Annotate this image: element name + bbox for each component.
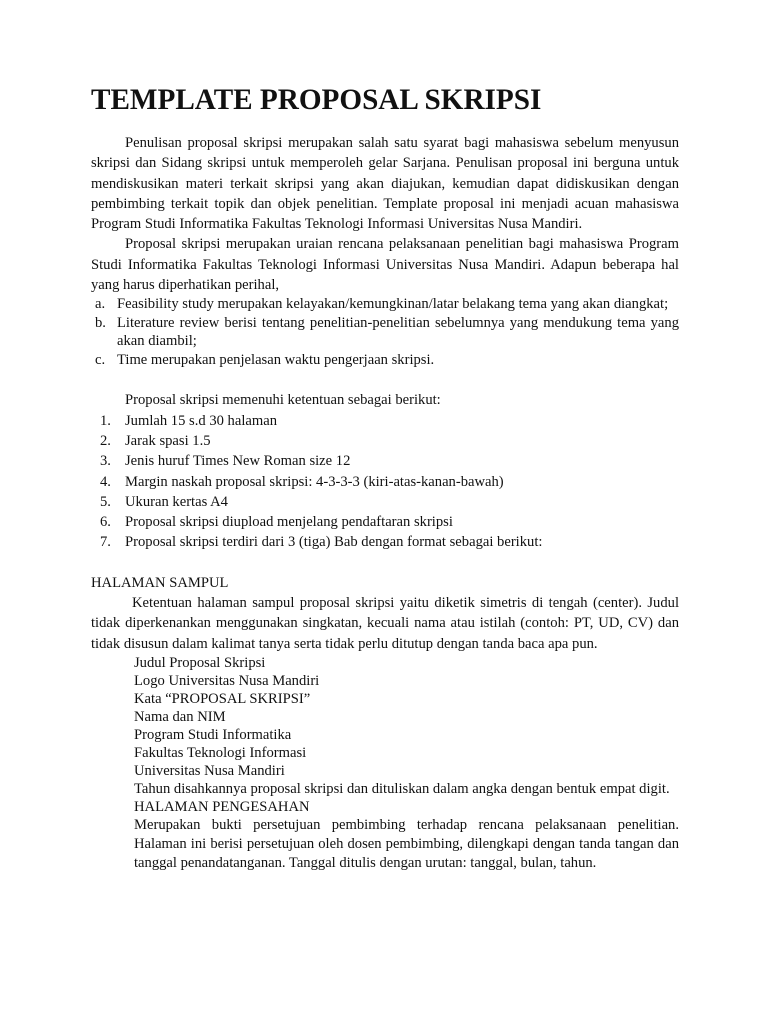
list-item-text: Proposal skripsi terdiri dari 3 (tiga) Bab dengan format sebagai berikut: xyxy=(125,534,543,551)
list-item-text: Proposal skripsi diupload menjelang pendaftaran skripsi xyxy=(125,514,453,531)
list-item-text: Jenis huruf Times New Roman size 12 xyxy=(125,453,351,470)
list-item xyxy=(91,411,679,431)
intro-paragraph-1: Penulisan proposal skripsi merupakan salah satu syarat bagi mahasiswa sebelum menyusun skripsi dan Sidang skripsi untuk memperoleh gelar Sarjana. Penulisan proposal ini berguna untuk mendiskusikan materi terkait skripsi yang akan diajukan, kemudian dapat didiskusikan dengan pembimbing terkait topik dan objek penelitian. Template proposal ini menjadi acuan mahasiswa Program Studi Informatika Fakultas Teknologi Informasi Universitas Nusa Mandiri. xyxy=(91,135,679,233)
cover-contents xyxy=(91,654,679,873)
list-item-text: Jarak spasi 1.5 xyxy=(125,432,211,449)
aspect-list xyxy=(91,295,679,369)
list-marker: 4. xyxy=(100,473,111,490)
list-marker: 1. xyxy=(100,412,111,429)
cover-item: Logo Universitas Nusa Mandiri xyxy=(134,672,320,689)
ketentuan-list xyxy=(91,411,679,553)
list-item-text: Ukuran kertas A4 xyxy=(125,493,228,510)
list-item xyxy=(91,314,679,350)
list-item xyxy=(91,351,679,369)
list-item-text: Jumlah 15 s.d 30 halaman xyxy=(125,412,277,429)
list-item xyxy=(91,532,679,552)
list-item-text: Feasibility study merupakan kelayakan/kemungkinan/latar belakang tema yang akan diangkat; xyxy=(117,296,669,313)
pengesahan-paragraph: Merupakan bukti persetujuan pembimbing terhadap rencana pelaksanaan penelitian. Halaman ini berisi persetujuan oleh dosen pembimbing, dilengkapi dengan tanda tangan dan tanggal penandatanganan. Tanggal ditulis dengan urutan: tanggal, bulan, tahun. xyxy=(134,816,679,871)
list-item xyxy=(91,295,679,313)
list-marker: a. xyxy=(95,296,106,313)
list-marker: 7. xyxy=(100,534,111,551)
list-marker: 2. xyxy=(100,432,111,449)
list-marker: 6. xyxy=(100,514,111,531)
list-item-text: Time merupakan penjelasan waktu pengerjaan skripsi. xyxy=(117,352,435,369)
cover-item: Fakultas Teknologi Informasi xyxy=(134,744,307,761)
list-marker: 3. xyxy=(100,453,111,470)
list-marker: c. xyxy=(95,352,106,369)
cover-item: Judul Proposal Skripsi xyxy=(134,654,266,671)
list-item xyxy=(91,451,679,471)
list-marker: b. xyxy=(95,315,106,332)
cover-item: Kata “PROPOSAL SKRIPSI” xyxy=(134,690,311,707)
cover-item: Universitas Nusa Mandiri xyxy=(134,762,285,779)
section-heading-sampul: HALAMAN SAMPUL xyxy=(91,574,229,591)
list-item xyxy=(91,512,679,532)
list-marker: 5. xyxy=(100,493,111,510)
document-body xyxy=(91,84,679,873)
document-title: TEMPLATE PROPOSAL SKRIPSI xyxy=(91,84,542,116)
ketentuan-intro: Proposal skripsi memenuhi ketentuan sebagai berikut: xyxy=(125,392,441,409)
list-item-text: Literature review berisi tentang penelitian-penelitian sebelumnya yang mendukung tema yang akan diambil; xyxy=(117,315,679,350)
cover-item: Nama dan NIM xyxy=(134,708,226,725)
list-item xyxy=(91,472,679,492)
list-item-text: Margin naskah proposal skripsi: 4-3-3-3 (kiri-atas-kanan-bawah) xyxy=(125,473,504,490)
intro-paragraph-2: Proposal skripsi merupakan uraian rencana pelaksanaan penelitian bagi mahasiswa Program Studi Informatika Fakultas Teknologi Informasi Universitas Nusa Mandiri. Adapun beberapa hal yang harus diperhatikan perihal, xyxy=(91,236,679,294)
cover-item: Program Studi Informatika xyxy=(134,726,292,743)
section-heading-pengesahan: HALAMAN PENGESAHAN xyxy=(134,798,310,815)
list-item xyxy=(91,431,679,451)
sampul-paragraph: Ketentuan halaman sampul proposal skripsi yaitu diketik simetris di tengah (center). Judul tidak diperkenankan menggunakan singkatan, kecuali nama atau istilah (contoh: PT, UD, CV) dan tidak disusun dalam kalimat tanya serta tidak perlu ditutup dengan tanda baca apa pun. xyxy=(91,595,679,652)
cover-item: Tahun disahkannya proposal skripsi dan dituliskan dalam angka dengan bentuk empat digit. xyxy=(134,780,670,797)
list-item xyxy=(91,492,679,512)
